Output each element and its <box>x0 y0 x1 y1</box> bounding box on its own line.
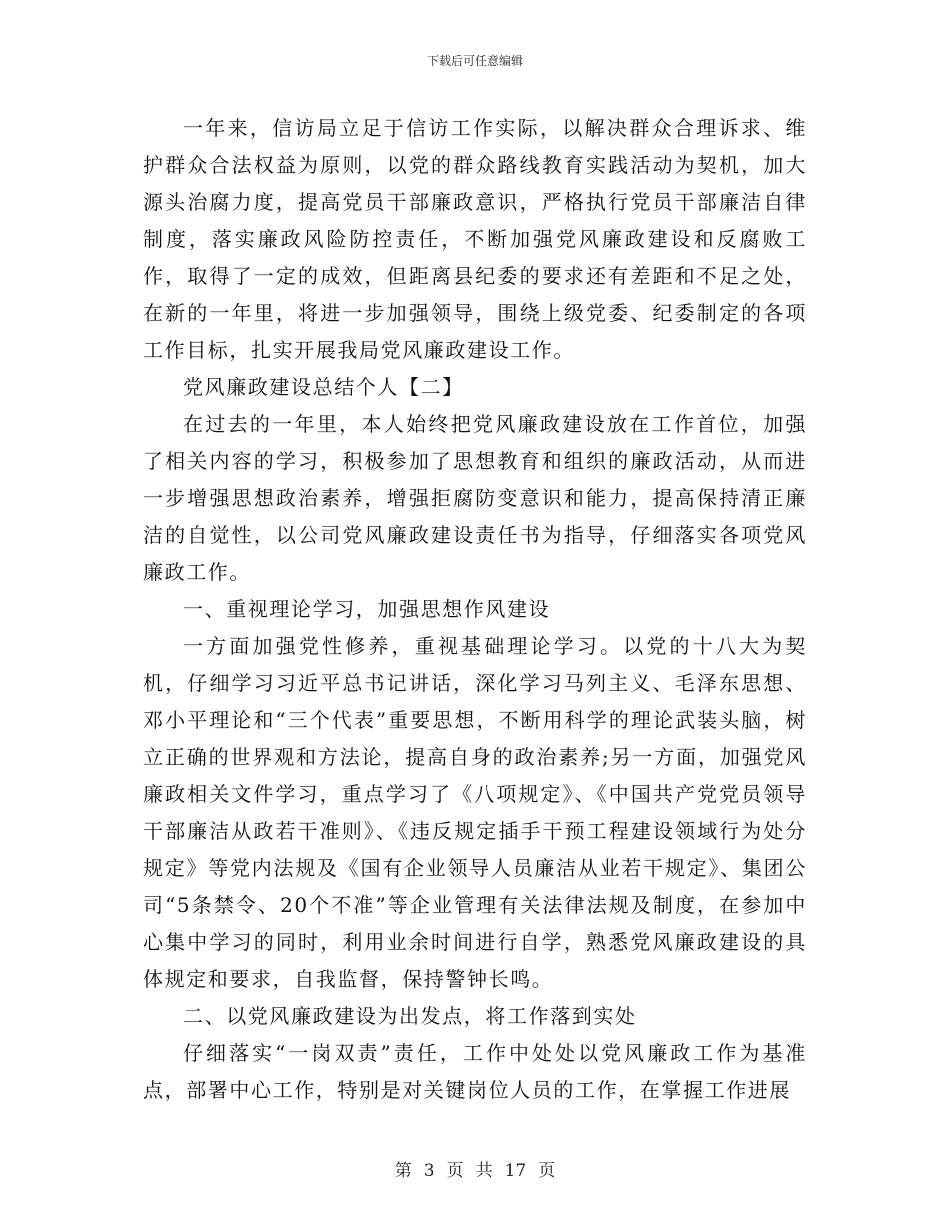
page-footer <box>0 1156 950 1181</box>
footer-label-page-unit: 页 <box>446 1161 464 1181</box>
footer-label-total: 共 <box>475 1161 493 1181</box>
paragraph-1: 一年来，信访局立足于信访工作实际，以解决群众合理诉求、维护群众合法权益为原则，以党的群众路线教育实践活动为契机，加大源头治腐力度，提高党员干部廉政意识，严格执行党员干部廉洁自律制度，落实廉政风险防控责任，不断加强党风廉政建设和反腐败工作，取得了一定的成效，但距离县纪委的要求还有差距和不足之处，在新的一年里，将进一步加强领导，围绕上级党委、纪委制定的各项工作目标，扎实开展我局党风廉政建设工作。 <box>143 116 807 362</box>
heading-2: 二、以党风廉政建设为出发点，将工作落到实处 <box>183 1004 637 1028</box>
page-header-note: 下载后可任意编辑 <box>426 54 523 68</box>
footer-label-page: 第 <box>394 1161 412 1181</box>
footer-current-page: 3 <box>423 1161 435 1181</box>
paragraph-2: 在过去的一年里，本人始终把党风廉政建设放在工作首位，加强了相关内容的学习，积极参加了思想教育和组织的廉政活动，从而进一步增强思想政治素养，增强拒腐防变意识和能力，提高保持清正廉洁的自觉性，以公司党风廉政建设责任书为指导，仔细落实各项党风廉政工作。 <box>143 412 807 584</box>
heading-1: 一、重视理论学习，加强思想作风建设 <box>183 597 551 621</box>
paragraph-4: 仔细落实“一岗双责”责任，工作中处处以党风廉政工作为基准点，部署中心工作，特别是对关键岗位人员的工作，在掌握工作进展 <box>143 1041 807 1102</box>
footer-total-pages: 17 <box>504 1161 527 1181</box>
section-title: 党风廉政建设总结个人【二】 <box>183 375 464 399</box>
document-body <box>143 110 807 1109</box>
paragraph-3: 一方面加强党性修养，重视基础理论学习。以党的十八大为契机，仔细学习习近平总书记讲话，深化学习马列主义、毛泽东思想、邓小平理论和“三个代表”重要思想，不断用科学的理论武装头脑，树立正确的世界观和方法论，提高自身的政治素养;另一方面，加强党风廉政相关文件学习，重点学习了《八项规定》、《中国共产党党员领导干部廉洁从政若干准则》、《违反规定插手干预工程建设领域行为处分规定》等党内法规及《国有企业领导人员廉洁从业若干规定》、集团公司“5条禁令、20个不准”等企业管理有关法律法规及制度，在参加中心集中学习的同时，利用业余时间进行自学，熟悉党风廉政建设的具体规定和要求，自我监督，保持警钟长鸣。 <box>143 634 807 991</box>
footer-label-total-unit: 页 <box>538 1161 556 1181</box>
